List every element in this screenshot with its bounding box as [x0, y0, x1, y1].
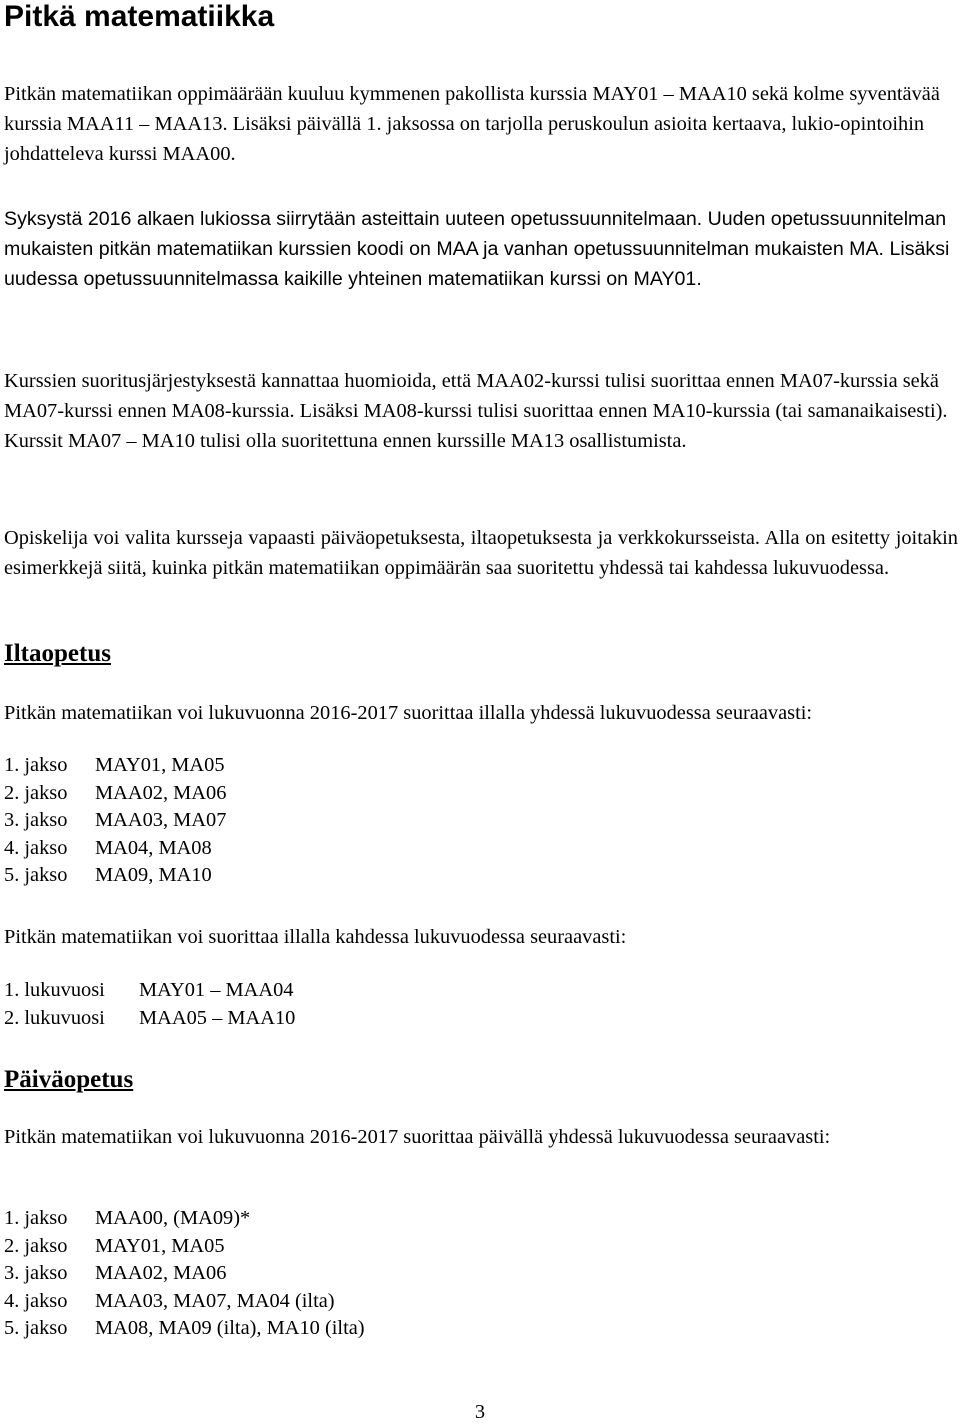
course-codes: MAA05 – MAA10	[139, 1006, 296, 1029]
period-label: 2. jakso	[4, 781, 68, 804]
day-section-heading: Päiväopetus	[4, 1066, 134, 1093]
course-codes: MAA02, MA06	[95, 781, 227, 804]
list-item	[4, 1005, 295, 1033]
period-label: 4. jakso	[4, 1289, 68, 1312]
list-item	[4, 1315, 365, 1343]
list-item	[4, 1288, 365, 1316]
list-item	[4, 1260, 365, 1288]
period-label: 2. jakso	[4, 1234, 68, 1257]
course-codes: MAA03, MA07	[95, 809, 227, 832]
page-number: 3	[474, 1401, 486, 1423]
study-options-paragraph: Opiskelija voi valita kursseja vapaasti päiväopetuksesta, iltaopetuksesta ja verkkokursseista. Alla on esitetty joitakin esimerkkejä siitä, kuinka pitkän matematiikan oppimäärän saa suoritettu yhdessä tai kahdessa lukuvuodessa.	[4, 527, 958, 579]
period-label: 2. lukuvuosi	[4, 1006, 105, 1029]
period-label: 5. jakso	[4, 1317, 68, 1340]
course-codes: MAY01 – MAA04	[139, 979, 294, 1001]
evening-two-year-list	[4, 977, 295, 1032]
course-codes: MAA02, MA06	[95, 1262, 227, 1285]
page-title: Pitkä matematiikka	[4, 0, 275, 33]
evening-two-year-intro: Pitkän matematiikan voi suorittaa illalla kahdessa lukuvuodessa seuraavasti:	[4, 926, 627, 948]
period-label: 3. jakso	[4, 1262, 68, 1285]
list-item	[4, 1205, 365, 1233]
period-label: 4. jakso	[4, 836, 68, 859]
course-codes: MAA03, MA07, MA04 (ilta)	[95, 1289, 335, 1312]
evening-section-heading: Iltaopetus	[4, 640, 111, 667]
period-label: 1. jakso	[4, 1207, 68, 1229]
period-label: 3. jakso	[4, 809, 68, 832]
list-item	[4, 807, 226, 835]
period-label: 5. jakso	[4, 864, 68, 887]
list-item	[4, 780, 226, 808]
curriculum-paragraph: Syksystä 2016 alkaen lukiossa siirrytään asteittain uuteen opetussuunnitelmaan. Uuden opetussuunnitelman mukaisten pitkän matematiikan kurssien koodi on MAA ja vanhan opetussuunnitelman mukaisten MA. Lisäksi uudessa opetussuunnitelmassa kaikille yhteinen matematiikan kurssi on MAY01.	[4, 208, 950, 290]
day-one-year-list	[4, 1205, 365, 1343]
document-page	[4, 0, 956, 1427]
list-item	[4, 1233, 365, 1261]
period-label: 1. jakso	[4, 754, 68, 776]
course-codes: MAY01, MA05	[95, 1234, 225, 1257]
evening-one-year-intro: Pitkän matematiikan voi lukuvuonna 2016-2017 suorittaa illalla yhdessä lukuvuodessa seuraavasti:	[4, 702, 813, 724]
period-label: 1. lukuvuosi	[4, 979, 105, 1001]
course-codes: MA04, MA08	[95, 836, 212, 859]
course-codes: MA08, MA09 (ilta), MA10 (ilta)	[95, 1317, 365, 1340]
list-item	[4, 835, 226, 863]
day-one-year-intro: Pitkän matematiikan voi lukuvuonna 2016-2017 suorittaa päivällä yhdessä lukuvuodessa seuraavasti:	[4, 1126, 831, 1148]
list-item	[4, 862, 226, 890]
list-item	[4, 752, 226, 780]
list-item	[4, 977, 295, 1005]
course-codes: MAY01, MA05	[95, 754, 225, 776]
course-codes: MA09, MA10	[95, 864, 212, 887]
course-order-paragraph: Kurssien suoritusjärjestyksestä kannattaa huomioida, että MAA02-kurssi tulisi suorittaa ennen MA07-kurssia sekä MA07-kurssi ennen MA08-kurssia. Lisäksi MA08-kurssi tulisi suorittaa ennen MA10-kurssia (tai samanaikaisesti). Kurssit MA07 – MA10 tulisi olla suoritettuna ennen kurssille MA13 osallistumista.	[4, 370, 948, 452]
evening-one-year-list	[4, 752, 226, 890]
intro-paragraph: Pitkän matematiikan oppimäärään kuuluu kymmenen pakollista kurssia MAY01 – MAA10 sekä kolme syventävää kurssia MAA11 – MAA13. Lisäksi päivällä 1. jaksossa on tarjolla peruskoulun asioita kertaava, lukio-opintoihin johdatteleva kurssi MAA00.	[4, 83, 940, 165]
course-codes: MAA00, (MA09)*	[95, 1207, 251, 1229]
